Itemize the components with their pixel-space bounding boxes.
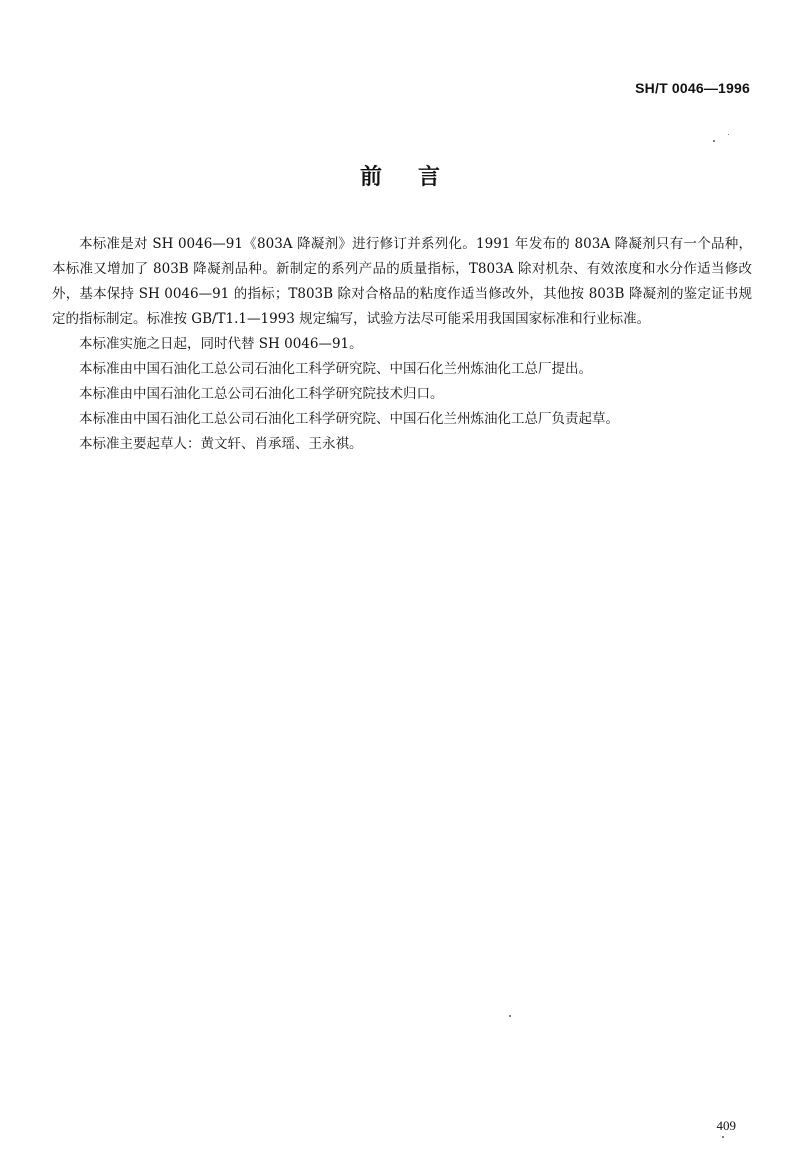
scan-speck <box>722 1136 724 1138</box>
scan-speck <box>728 134 729 135</box>
standard-code: SH/T 0046—1996 <box>635 80 750 96</box>
scan-speck <box>713 140 715 142</box>
paragraph-proposer: 本标准由中国石油化工总公司石油化工科学研究院、中国石化兰州炼油化工总厂提出。 <box>79 361 592 377</box>
scan-speck <box>509 1015 511 1017</box>
paragraph-revision: 本标准是对 SH 0046—91《803A 降凝剂》进行修订并系列化。1991 年发布的 803A 降凝剂只有一个品种，本标准又增加了 803B 降凝剂品种。新制定的系列产品的质量指标，T803A 除对机杂、有效浓度和水分作适当修改外，基本保持 SH 0046—91 的指标；T803B 除对合格品的粘度作适当修改外，其他按 803B 降凝剂的鉴定证书规定的指标制定。标准按 GB/T1.1—1993 规定编写，试验方法尽可能采用我国国家标准和行业标准。 <box>52 236 752 327</box>
page-number: 409 <box>716 1118 736 1133</box>
paragraph-drafting-unit: 本标准由中国石油化工总公司石油化工科学研究院、中国石化兰州炼油化工总厂负责起草。 <box>79 411 619 427</box>
paragraph-responsible-unit: 本标准由中国石油化工总公司石油化工科学研究院技术归口。 <box>79 386 444 402</box>
paragraph-replacement: 本标准实施之日起，同时代替 SH 0046—91。 <box>79 336 363 352</box>
page-title <box>0 160 800 191</box>
paragraph-drafters: 本标准主要起草人：黄文轩、肖承瑶、王永祺。 <box>79 436 363 452</box>
title-char-2: 言 <box>418 165 441 190</box>
title-char-1: 前 <box>359 165 382 190</box>
foreword-body <box>52 232 752 457</box>
